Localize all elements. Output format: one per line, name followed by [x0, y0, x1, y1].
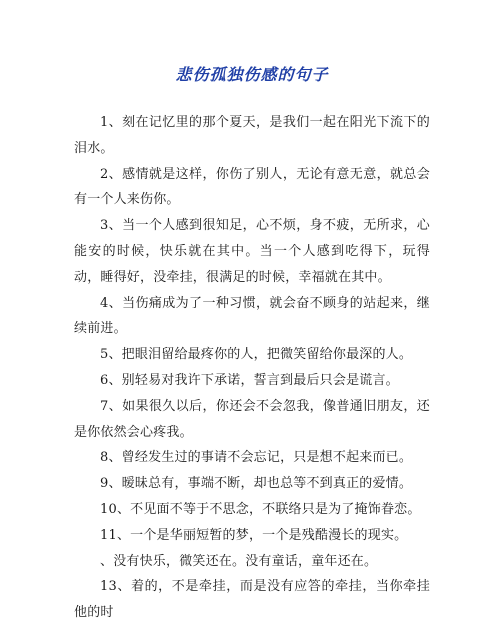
paragraph: 10、不见面不等于不思念，不联络只是为了掩饰眷恋。	[100, 501, 421, 517]
paragraph: 13、着的，不是牵挂，而是没有应答的牵挂，当你牵挂他的时	[74, 579, 430, 621]
paragraph-list	[74, 110, 430, 626]
document-title: 悲伤孤独伤感的句子	[175, 65, 329, 84]
paragraph: 4、当伤痛成为了一种习惯，就会奋不顾身的站起来，继续前进。	[74, 295, 430, 337]
paragraph: 9、暧昧总有，事端不断，却也总等不到真正的爱情。	[100, 476, 413, 492]
paragraph: 1、刻在记忆里的那个夏天，是我们一起在阳光下流下的泪水。	[74, 115, 430, 156]
paragraph: 5、把眼泪留给最疼你的人，把微笑留给你最深的人。	[100, 347, 413, 363]
paragraph: 6、别轻易对我许下承诺，誓言到最后只会是谎言。	[100, 372, 399, 388]
paragraph: 、没有快乐，微笑还在。没有童话，童年还在。	[100, 553, 378, 569]
paragraph: 7、如果很久以后，你还会不会忽我，像普通旧朋友，还是你依然会心疼我。	[74, 398, 430, 440]
paragraph: 2、感情就是这样，你伤了别人，无论有意无意，就总会有一个人来伤你。	[74, 166, 430, 208]
paragraph: 11、一个是华丽短暂的梦，一个是残酷漫长的现实。	[100, 527, 408, 543]
paragraph: 3、当一个人感到很知足，心不烦，身不疲，无所求，心能安的时候，快乐就在其中。当一个人感到吃得下，玩得动，睡得好，没牵挂，很满足的时候，幸福就在其中。	[74, 218, 430, 285]
paragraph: 8、曾经发生过的事请不会忘记，只是想不起来而已。	[100, 450, 413, 466]
